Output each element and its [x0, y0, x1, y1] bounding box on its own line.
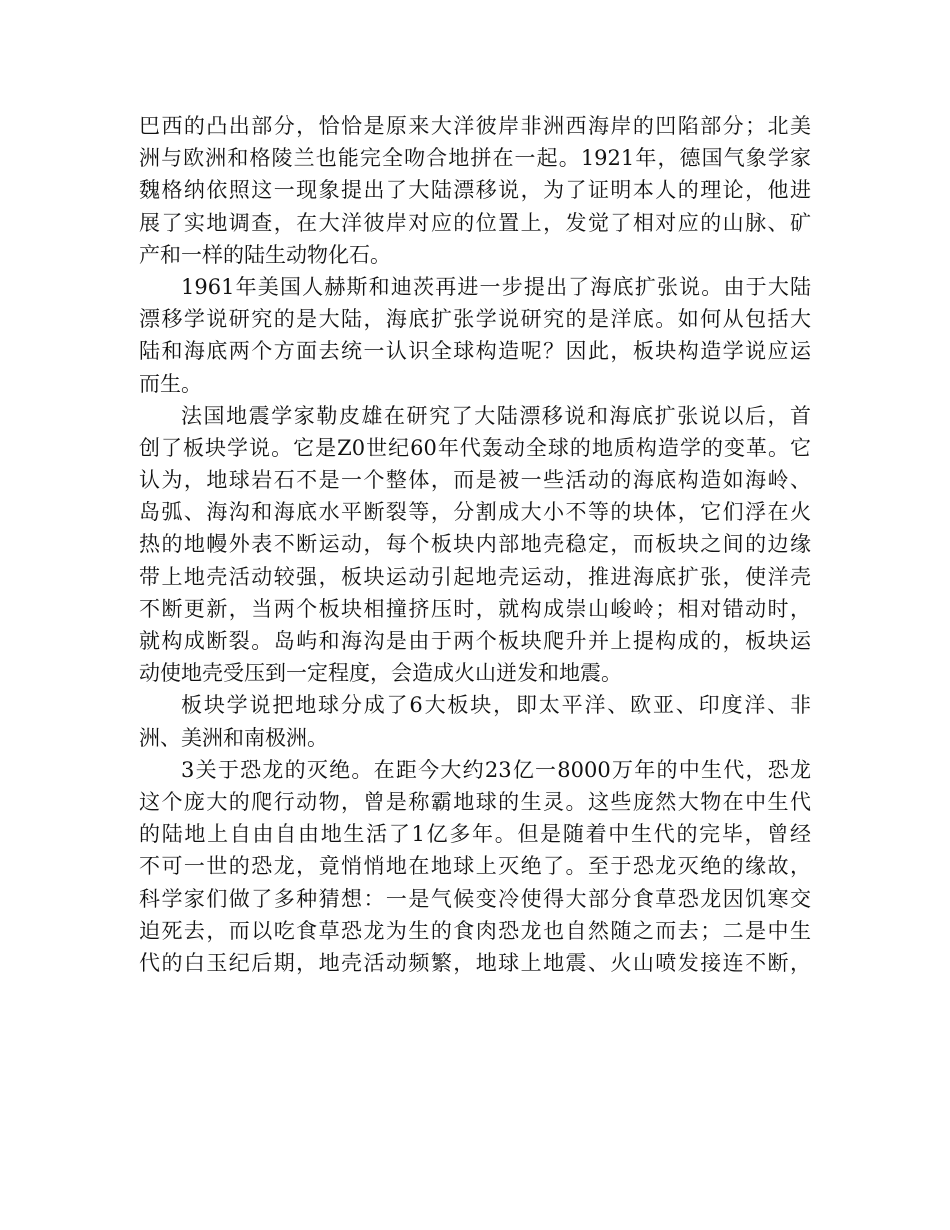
text-line: 就构成断裂。岛屿和海沟是由于两个板块爬升并上提构成的，板块运 [139, 629, 811, 653]
paragraph [139, 689, 811, 753]
body-text [139, 110, 811, 979]
paragraph [139, 110, 811, 271]
text-line: 创了板块学说。它是Z0世纪60年代轰动全球的地质构造学的变革。它 [139, 435, 811, 460]
text-line: 不断更新，当两个板块相撞挤压时，就构成崇山峻岭；相对错动时， [139, 596, 811, 621]
paragraph [139, 400, 811, 690]
text-line: 展了实地调查，在大洋彼岸对应的位置上，发觉了相对应的山脉、矿 [139, 210, 811, 235]
text-line: 科学家们做了多种猜想：一是气候变冷使得大部分食草恐龙因饥寒交 [139, 886, 811, 911]
text-line: 1961年美国人赫斯和迪茨再进一步提出了海底扩张说。由于大陆 [181, 274, 811, 299]
text-line: 热的地幔外表不断运动，每个板块内部地壳稳定，而板块之间的边缘 [139, 532, 811, 557]
text-line: 漂移学说研究的是大陆，海底扩张学说研究的是洋底。如何从包括大 [139, 307, 811, 332]
text-line: 魏格纳依照这一现象提出了大陆漂移说，为了证明本人的理论，他进 [139, 178, 811, 203]
text-line: 3关于恐龙的灭绝。在距今大约23亿一8000万年的中生代，恐龙 [181, 757, 811, 782]
text-line: 巴西的凸出部分，恰恰是原来大洋彼岸非洲西海岸的凹陷部分；北美 [139, 114, 811, 138]
text-line: 洲与欧洲和格陵兰也能完全吻合地拼在一起。1921年，德国气象学家 [139, 146, 811, 171]
text-line: 迫死去，而以吃食草恐龙为生的食肉恐龙也自然随之而去；二是中生 [139, 918, 811, 943]
text-line: 产和一样的陆生动物化石。 [139, 242, 391, 267]
text-line: 岛弧、海沟和海底水平断裂等，分割成大小不等的块体，它们浮在火 [139, 500, 811, 525]
text-line: 法国地震学家勒皮雄在研究了大陆漂移说和海底扩张说以后，首 [181, 403, 811, 428]
text-line: 带上地壳活动较强，板块运动引起地壳运动，推进海底扩张，使洋壳 [139, 564, 811, 589]
paragraph [139, 271, 811, 400]
text-line: 洲、美洲和南极洲。 [139, 725, 328, 750]
paragraph [139, 754, 811, 979]
text-line: 陆和海底两个方面去统一认识全球构造呢？因此，板块构造学说应运 [139, 339, 811, 364]
text-line: 不可一世的恐龙，竟悄悄地在地球上灭绝了。至于恐龙灭绝的缘故， [139, 854, 811, 879]
text-line: 认为，地球岩石不是一个整体，而是被一些活动的海底构造如海岭、 [139, 468, 811, 493]
text-line: 动使地壳受压到一定程度，会造成火山迸发和地震。 [139, 661, 622, 686]
text-line: 这个庞大的爬行动物，曾是称霸地球的生灵。这些庞然大物在中生代 [139, 789, 811, 814]
text-line: 代的白玉纪后期，地壳活动频繁，地球上地震、火山喷发接连不断， [139, 950, 811, 975]
text-line: 板块学说把地球分成了6大板块，即太平洋、欧亚、印度洋、非 [181, 693, 811, 718]
text-line: 的陆地上自由自由地生活了1亿多年。但是随着中生代的完毕，曾经 [139, 822, 811, 847]
text-line: 而生。 [139, 371, 202, 396]
